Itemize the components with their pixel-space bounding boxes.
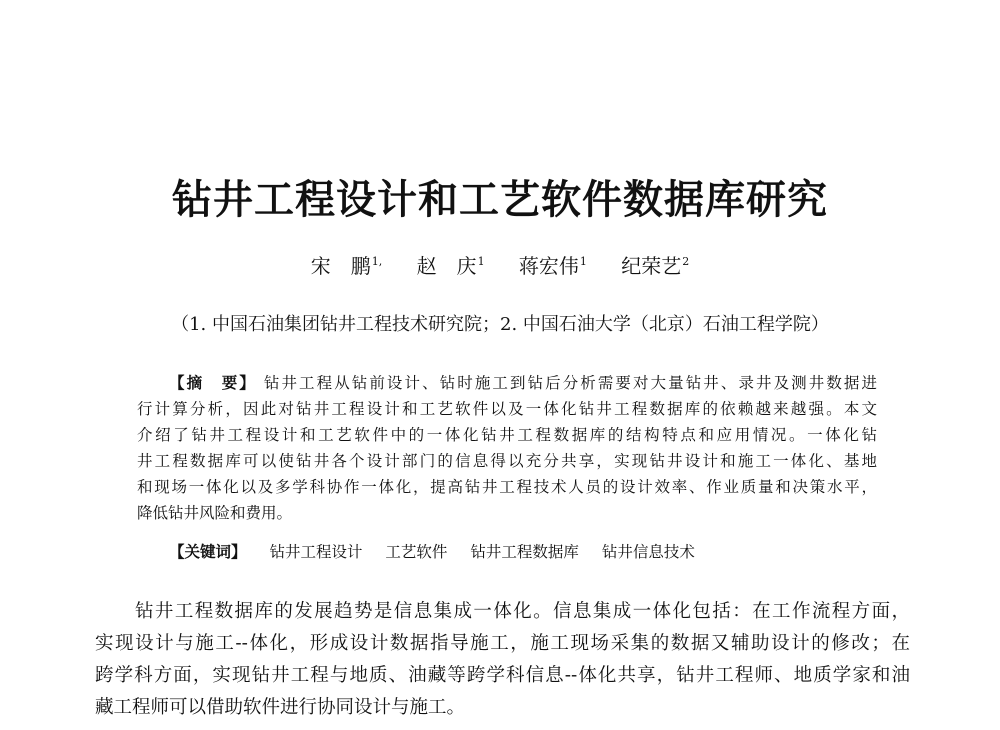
- author: 蒋宏伟$^1$: [518, 254, 587, 278]
- author-list: [0, 250, 1000, 279]
- keyword: 钻井工程数据库: [470, 543, 579, 561]
- abstract-line: 行计算分析，因此对钻井工程设计和工艺软件以及一体化钻井工程数据库的依赖越来越强。本文: [137, 400, 877, 418]
- abstract-line: 介绍了钻井工程设计和工艺软件中的一体化钻井工程数据库的结构特点和应用情况。一体化钻: [137, 426, 877, 444]
- abstract-line: 降低钻井风险和费用。: [137, 504, 293, 522]
- author: 赵 庆$^1$: [416, 254, 485, 278]
- author: 宋 鹏$^{1,}$: [310, 254, 383, 278]
- paper-title: 钻井工程设计和工艺软件数据库研究: [172, 176, 828, 223]
- body-line: 钻井工程数据库的发展趋势是信息集成一体化。信息集成一体化包括：在工作流程方面，: [135, 601, 910, 622]
- abstract: [137, 370, 877, 526]
- author: 纪荣艺$^2$: [621, 254, 690, 278]
- body-paragraph: [95, 596, 910, 724]
- abstract-line: 和现场一体化以及多学科协作一体化，提高钻井工程技术人员的设计效率、作业质量和决策水平，: [137, 478, 877, 496]
- keywords: [169, 540, 713, 562]
- keyword: 工艺软件: [385, 543, 448, 561]
- body-line: 实现设计与施工--体化，形成设计数据指导施工，施工现场采集的数据又辅助设计的修改；在: [95, 633, 910, 654]
- affiliation: （1. 中国石油集团钻井工程技术研究院；2. 中国石油大学（北京）石油工程学院）: [171, 314, 829, 335]
- body-line: 藏工程师可以借助软件进行协同设计与施工。: [95, 697, 466, 718]
- abstract-line: 【摘 要】 钻井工程从钻前设计、钻时施工到钻后分析需要对大量钻井、录井及测井数据进: [169, 373, 877, 392]
- abstract-line: 井工程数据库可以使钻井各个设计部门的信息得以充分共享，实现钻井设计和施工一体化、基地: [137, 452, 877, 470]
- keyword: 钻井工程设计: [269, 543, 363, 561]
- body-line: 跨学科方面，实现钻井工程与地质、油藏等跨学科信息--体化共享，钻井工程师、地质学家和油: [95, 665, 910, 686]
- keywords-label: 【关键词】: [169, 542, 247, 561]
- abstract-label: 【摘 要】: [169, 373, 257, 392]
- keyword: 钻井信息技术: [601, 543, 695, 561]
